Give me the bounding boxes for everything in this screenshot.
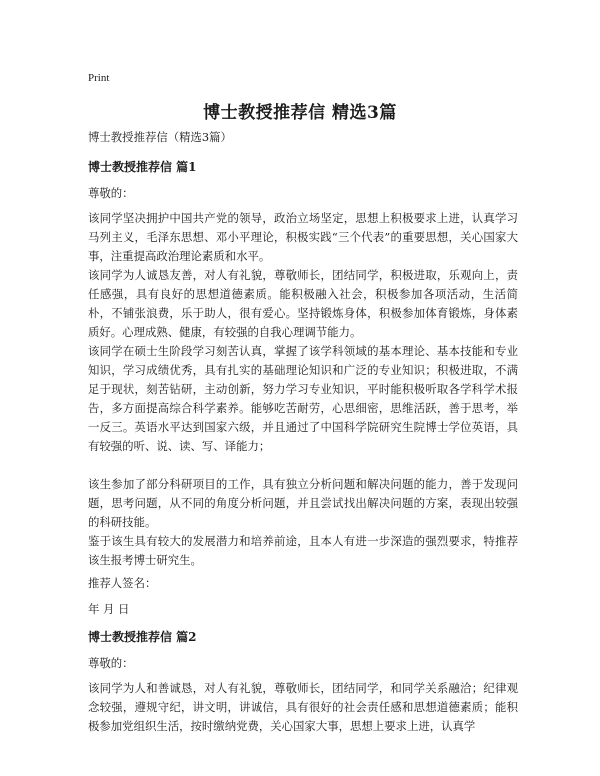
section1-paragraph-1: 该同学坚决拥护中国共产党的领导，政治立场坚定，思想上积极要求上进，认真学习马列主义，毛泽东思想、邓小平理论，积极实践“三个代表”的重要思想，关心国家大事，注重提高政治理论素质和水平。 (88, 211, 518, 263)
section1-paragraph-3: 该同学在硕士生阶段学习刻苦认真，掌握了该学科领域的基本理论、基本技能和专业知识，学习成绩优秀，具有扎实的基础理论知识和广泛的专业知识；积极进取，不满足于现状，刻苦钻研，主动创新，努力学习专业知识，平时能积极听取各学科学术报告，多方面提高综合科学素养。能够吃苦耐劳，心思细密，思维活跃，善于思考，举一反三。英语水平达到国家六级，并且通过了中国科学院研究生院博士学位英语，具有较强的听、说、读、写、译能力； (88, 344, 518, 453)
section1-paragraph-2: 该同学为人诚恳友善，对人有礼貌，尊敬师长，团结同学，积极进取，乐观向上，责任感强，具有良好的思想道德素质。能积极融入社会，积极参加各项活动，生活简朴，不铺张浪费，乐于助人，很有爱心。坚持锻炼身体，积极参加体育锻炼，身体素质好。心理成熟、健康，有较强的自我心理调节能力。 (88, 268, 518, 339)
signature-line: 推荐人签名： (88, 576, 157, 590)
section2-paragraph-1: 该同学为人和善诚恳，对人有礼貌，尊敬师长，团结同学，和同学关系融洽；纪律观念较强，遵规守纪，讲文明，讲诚信，具有很好的社会责任感和思想道德素质；能积极参加党组织生活，按时缴纳党费，关心国家大事，思想上要求上进，认真学 (88, 681, 518, 733)
section2-heading: 博士教授推荐信 篇2 (88, 630, 197, 644)
section2-salutation: 尊敬的： (88, 656, 134, 670)
section1-heading: 博士教授推荐信 篇1 (88, 160, 197, 174)
section1-paragraph-4: 该生参加了部分科研项目的工作，具有独立分析问题和解决问题的能力，善于发现问题，思考问题，从不同的角度分析问题，并且尝试找出解决问题的方案，表现出较强的科研技能。 (88, 477, 518, 529)
section1-paragraph-5: 鉴于该生具有较大的发展潜力和培养前途，且本人有进一步深造的强烈要求，特推荐该生报考博士研究生。 (88, 534, 518, 567)
page-title: 博士教授推荐信 精选3篇 (203, 103, 397, 123)
print-label: Print (88, 72, 110, 84)
section1-salutation: 尊敬的： (88, 186, 134, 200)
document-subtitle: 博士教授推荐信（精选3篇） (88, 130, 232, 144)
date-line: 年 月 日 (88, 602, 130, 616)
